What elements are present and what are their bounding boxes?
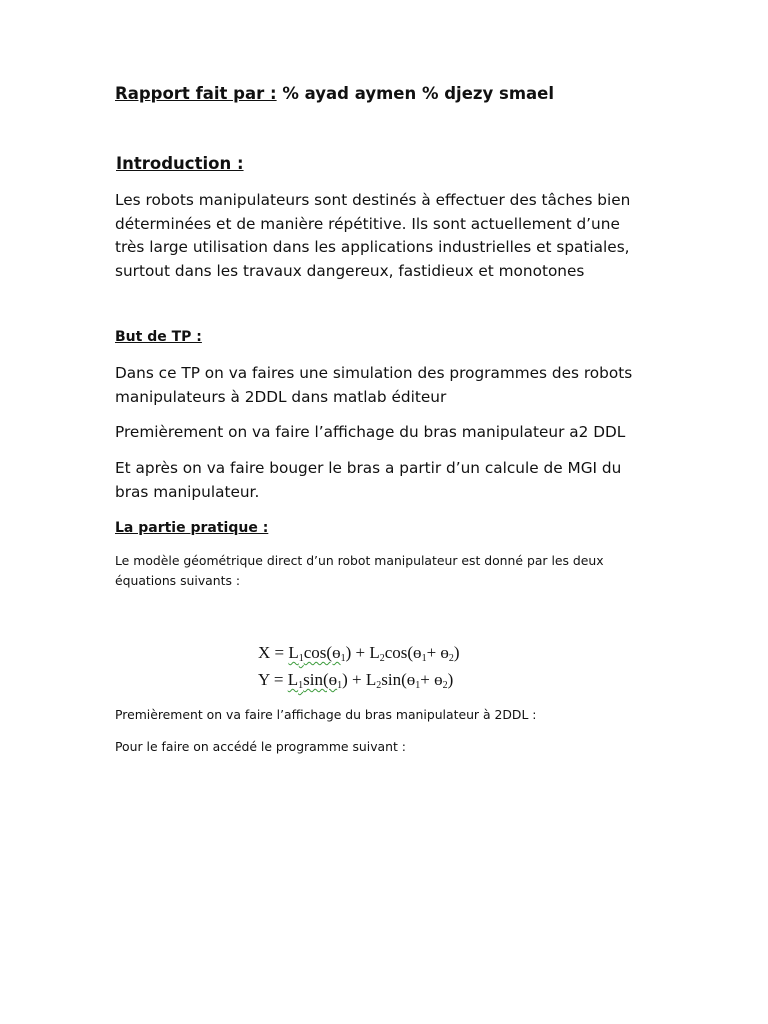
report-title-colon: : — [270, 84, 277, 103]
formula-y-row: $Y = L_1\sin(ɵ_1)$ + $L_2\sin(ɵ_1+$ ɵ$_2$) — [258, 670, 454, 691]
pratique-paragraph-2: Premièrement on va faire l’affichage du bras manipulateur à 2DDL : — [115, 707, 537, 722]
pratique-paragraph-3: Pour le faire on accédé le programme suivant : — [115, 739, 406, 754]
report-authors: % ayad aymen % djezy smael — [276, 84, 554, 103]
but-heading: But de TP : — [115, 329, 202, 345]
but-paragraph-2: Premièrement on va faire l’affichage du bras manipulateur a2 DDL — [115, 423, 626, 441]
intro-heading: Introduction : — [116, 154, 244, 173]
report-title-label: Rapport fait par — [115, 84, 270, 103]
intro-paragraph: Les robots manipulateurs sont destinés à effectuer des tâches bien déterminées et de manière répétitive. Ils sont actuellement d’une très large utilisation dans les applications industrielles et spatiales, surtout dans les travaux dangereux, fastidieux et monotones — [115, 191, 631, 280]
but-paragraph-1: Dans ce TP on va faires une simulation des programmes des robots manipulateurs à 2DDL dans matlab éditeur — [115, 364, 633, 406]
report-title — [115, 84, 554, 103]
mgd-formula — [258, 642, 518, 696]
pratique-heading: La partie pratique : — [115, 520, 269, 536]
but-paragraph-3: Et après on va faire bouger le bras a partir d’un calcule de MGI du bras manipulateur. — [115, 459, 622, 501]
pratique-paragraph-1: Le modèle géométrique direct d’un robot manipulateur est donné par les deux équations suivants : — [115, 553, 604, 588]
formula-x-row: $X = L_1\cos(ɵ_1)$ + $L_2\cos(ɵ_1+$ ɵ$_2$) — [258, 643, 460, 664]
